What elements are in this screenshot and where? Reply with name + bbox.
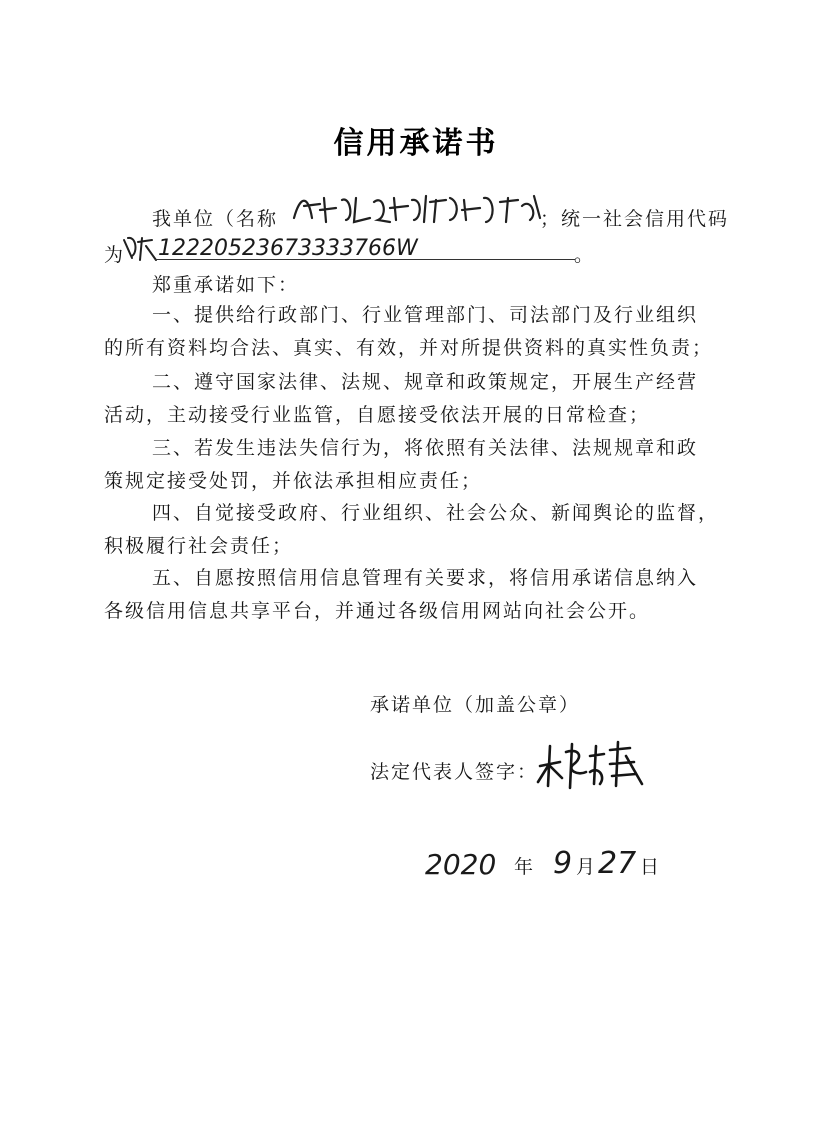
code-underline: [155, 241, 575, 260]
pledge-lead: 郑重承诺如下：: [152, 274, 300, 296]
credit-code: 12220523673333766W: [158, 236, 418, 261]
pledge-item-2-line-2: 活动，主动接受行业监管，自愿接受依法开展的日常检查；: [104, 404, 651, 426]
pledge-item-5-line-2: 各级信用信息共享平台，并通过各级信用网站向社会公开。: [104, 600, 651, 622]
handwritten-strike-icon: [122, 232, 158, 264]
intro-suffix: ；统一社会信用代码: [540, 208, 730, 230]
document-title: 信用承诺书: [333, 126, 499, 161]
handwritten-signature: [534, 736, 650, 794]
pledge-item-3-line-2: 策规定接受处罚，并依法承担相应责任；: [104, 470, 483, 492]
signature-label: 法定代表人签字：: [370, 761, 539, 783]
date-month-unit: 月: [576, 856, 598, 878]
code-end: 。: [574, 244, 596, 266]
date-year-unit: 年: [514, 856, 536, 878]
pledge-item-3-line-1: 三、若发生违法失信行为，将依照有关法律、法规规章和政: [152, 437, 699, 459]
pledge-item-1-line-2: 的所有资料均合法、真实、有效，并对所提供资料的真实性负责；: [104, 337, 714, 359]
code-prefix: 为: [104, 244, 126, 266]
pledge-item-1-line-1: 一、提供给行政部门、行业管理部门、司法部门及行业组织: [152, 304, 699, 326]
date-day-unit: 日: [640, 856, 662, 878]
pledge-item-4-line-2: 积极履行社会责任；: [104, 535, 294, 557]
pledge-item-4-line-1: 四、自觉接受政府、行业组织、社会公众、新闻舆论的监督，: [152, 502, 720, 524]
intro-prefix: 我单位（名称: [152, 208, 279, 230]
date-year: 2020: [425, 848, 497, 881]
date-day: 27: [598, 846, 637, 881]
seal-label: 承诺单位（加盖公章）: [370, 694, 581, 716]
pledge-item-5-line-1: 五、自愿按照信用信息管理有关要求，将信用承诺信息纳入: [152, 567, 699, 589]
pledge-item-2-line-1: 二、遵守国家法律、法规、规章和政策规定，开展生产经营: [152, 371, 699, 393]
date-month: 9: [553, 846, 573, 881]
handwritten-unit-name: [290, 188, 548, 232]
